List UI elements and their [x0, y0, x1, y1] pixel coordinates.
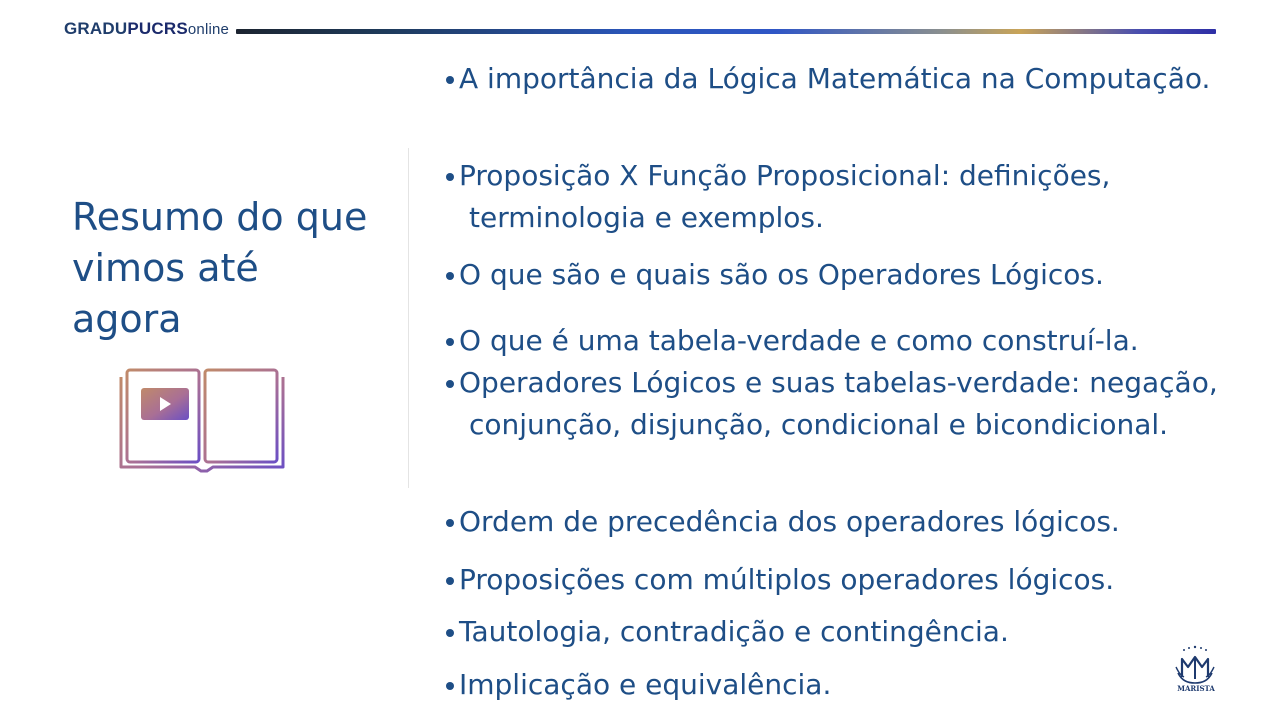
bullet-icon — [446, 76, 454, 84]
bullet-icon — [446, 682, 454, 690]
bullet-icon — [446, 272, 454, 280]
bullet-icon — [446, 577, 454, 585]
gradupucrs-logo — [64, 19, 229, 39]
list-item: Proposições com múltiplos operadores lógicos. — [446, 559, 1246, 601]
logo-gradu: GRADU — [64, 19, 128, 38]
bullet-icon — [446, 519, 454, 527]
marista-label: MARISTA — [1177, 684, 1215, 693]
logo-pucrs: PUCRS — [127, 19, 188, 38]
video-book-icon — [117, 367, 287, 473]
list-item: Ordem de precedência dos operadores lógicos. — [446, 501, 1246, 543]
list-item: Implicação e equivalência. — [446, 664, 1246, 706]
list-item: O que é uma tabela-verdade e como construí-la. — [446, 320, 1246, 362]
list-item: Proposição X Função Proposicional: definições, terminologia e exemplos. — [446, 155, 1246, 239]
bullet-icon — [446, 338, 454, 346]
list-item: A importância da Lógica Matemática na Computação. — [446, 58, 1246, 100]
list-item: O que são e quais são os Operadores Lógicos. — [446, 254, 1246, 296]
logo-online: online — [187, 21, 230, 38]
vertical-divider — [408, 148, 409, 488]
header-gradient-bar — [236, 29, 1216, 34]
bullet-icon — [446, 380, 454, 388]
list-item: Operadores Lógicos e suas tabelas-verdade: negação, conjunção, disjunção, condicional e bicondicional. — [446, 362, 1246, 446]
bullet-icon — [446, 629, 454, 637]
list-item: Tautologia, contradição e contingência. — [446, 611, 1246, 653]
bullet-icon — [446, 173, 454, 181]
slide-title: Resumo do que vimos até agora — [72, 195, 368, 341]
